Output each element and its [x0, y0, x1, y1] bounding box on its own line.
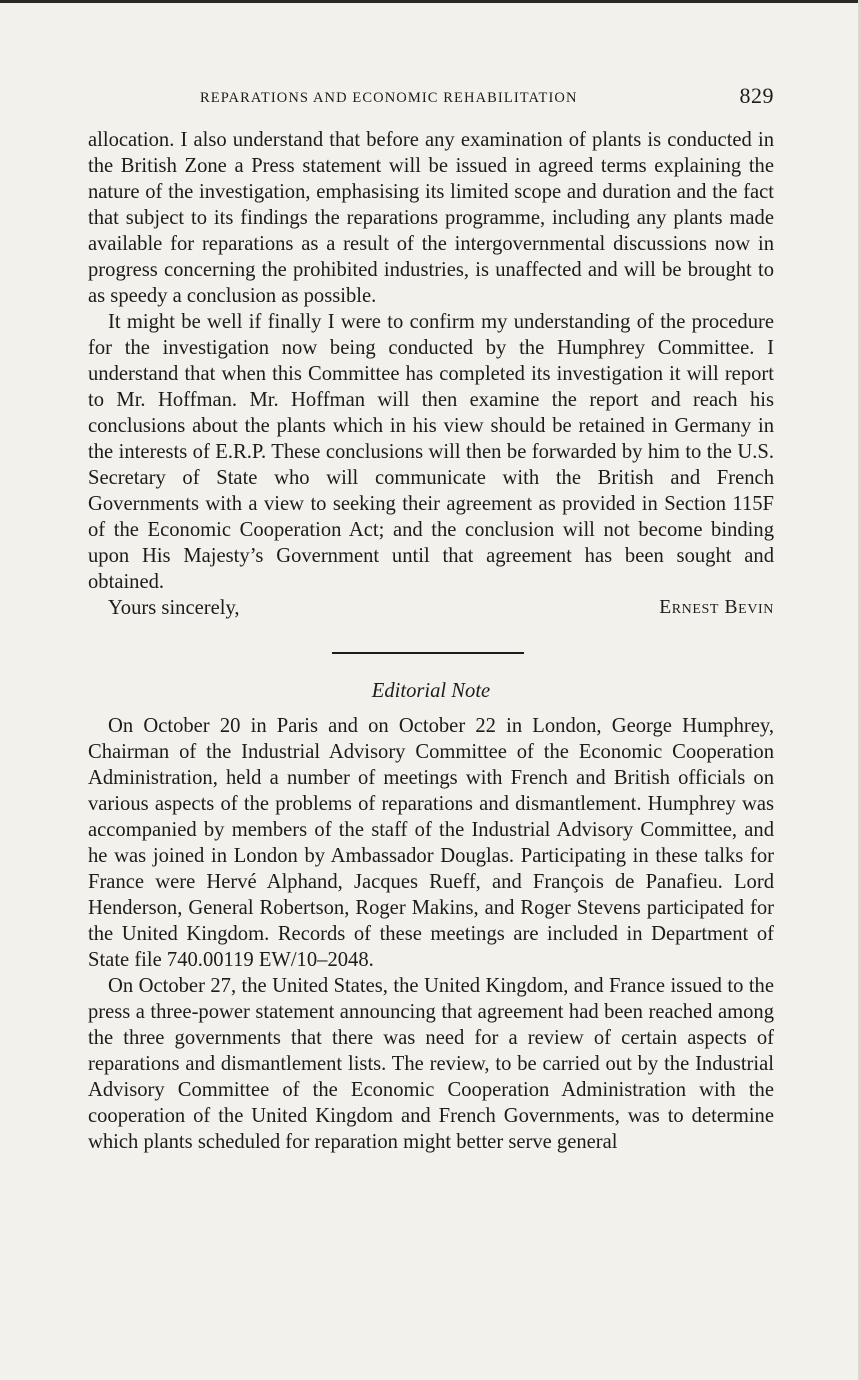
running-title: REPARATIONS AND ECONOMIC REHABILITATION	[200, 90, 578, 106]
letter-closing	[88, 595, 774, 621]
letter-paragraph: allocation. I also understand that before any examination of plants is conducted in the British Zone a Press statement will be issued in agreed terms explaining the nature of the investigation, emphasising its limited scope and duration and the fact that subject to its findings the reparations programme, including any plants made available for reparations as a result of the intergovernmental discussions now in progress concerning the prohibited industries, is unaffected and will be brought to as speedy a conclusion as possible.	[88, 129, 774, 307]
note-paragraph: On October 27, the United States, the United Kingdom, and France issued to the press a three-power statement announcing that agreement had been reached among the three governments that there was need for a review of certain aspects of reparations and dismantlement lists. The review, to be carried out by the Industrial Advisory Committee of the Economic Cooperation Administration with the cooperation of the United Kingdom and French Governments, was to determine which plants scheduled for reparation might better serve general	[88, 975, 774, 1153]
letter-body	[88, 127, 774, 595]
page-header	[88, 78, 774, 114]
signature: Ernest Bevin	[659, 597, 774, 618]
valediction: Yours sincerely,	[108, 597, 240, 619]
letter-paragraph: It might be well if finally I were to confirm my understanding of the procedure for the investigation now being conducted by the Humphrey Committee. I understand that when this Committee has completed its investigation it will report to Mr. Hoffman. Mr. Hoffman will then examine the report and reach his conclusions about the plants which in his view should be retained in Germany in the interests of E.R.P. These conclusions will then be forwarded by him to the U.S. Secretary of State who will communicate with the British and French Governments with a view to seeking their agreement as provided in Section 115F of the Economic Cooperation Act; and the conclusion will not become binding upon His Majesty’s Government until that agreement has been sought and obtained.	[88, 311, 774, 593]
page-top-edge	[0, 0, 861, 3]
page-number: 829	[739, 83, 774, 108]
editorial-note-body	[88, 713, 774, 1155]
editorial-note-heading: Editorial Note	[371, 680, 491, 702]
document-page	[88, 78, 774, 1155]
section-divider	[332, 652, 524, 654]
note-paragraph: On October 20 in Paris and on October 22 in London, George Humphrey, Chairman of the Industrial Advisory Committee of the Economic Cooperation Administration, held a number of meetings with French and British officials on various aspects of the problems of reparations and dismantlement. Humphrey was accompanied by members of the staff of the Industrial Advisory Committee, and he was joined in London by Ambassador Douglas. Participating in these talks for France were Hervé Alphand, Jacques Rueff, and François de Panafieu. Lord Henderson, General Robertson, Roger Makins, and Roger Stevens participated for the United Kingdom. Records of these meetings are included in Department of State file 740.00119 EW/10–2048.	[88, 715, 774, 971]
